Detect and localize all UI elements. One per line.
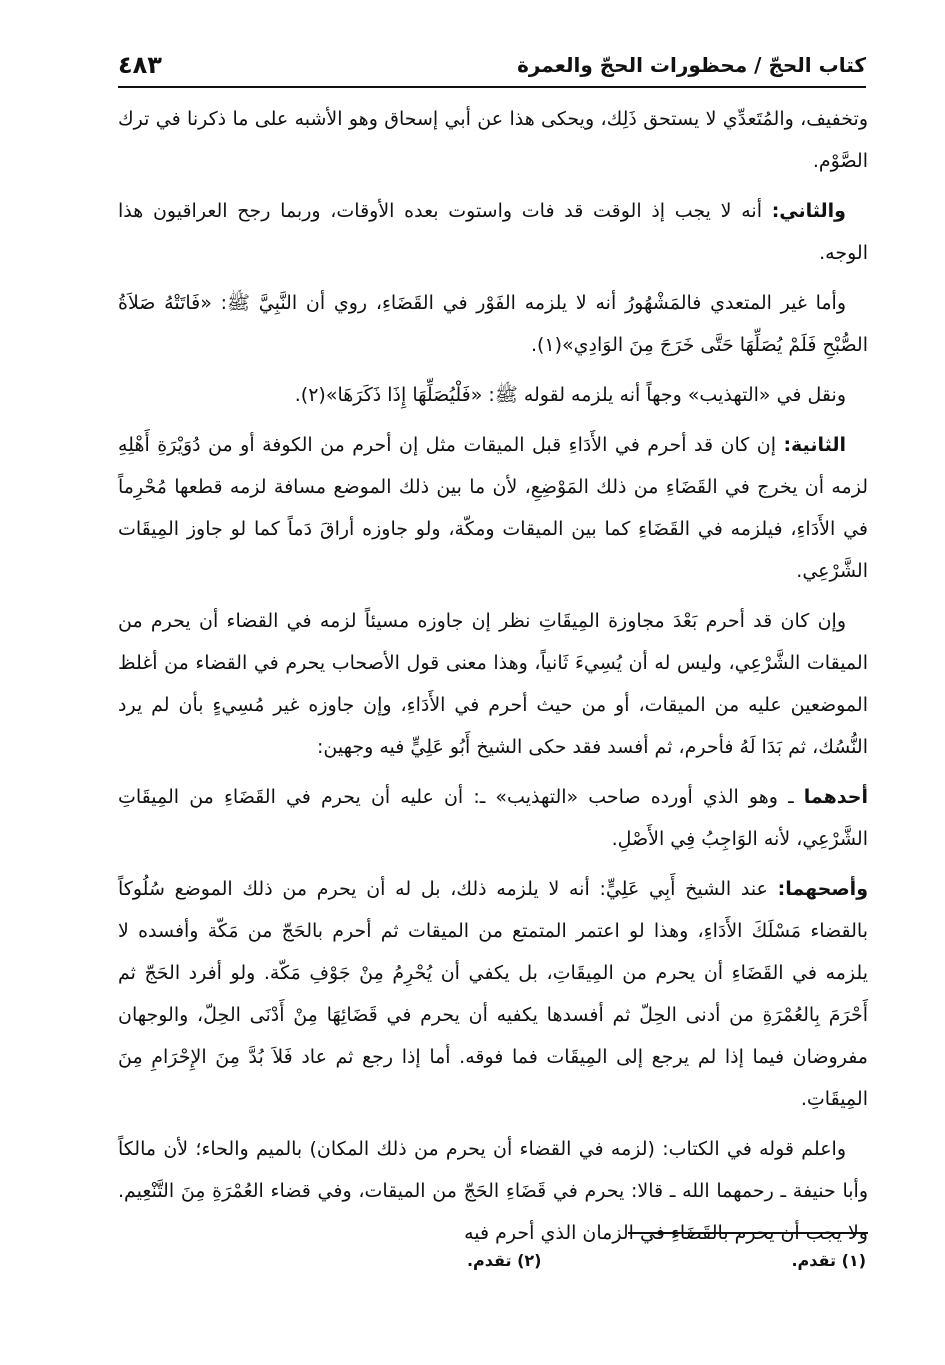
paragraph xyxy=(118,98,868,182)
page-header xyxy=(118,44,866,88)
paragraph-text: ـ وهو الذي أورده صاحب «التهذيب» ـ: أن عليه أن يحرم في القَضَاءِ من المِيقَاتِ الشَّرْعِي، لأنه الوَاجِبُ فِي الأَصْلِ. xyxy=(118,786,868,850)
main-text xyxy=(118,98,868,1244)
paragraph xyxy=(118,868,868,1120)
paragraph-text: أنه لا يجب إذ الوقت قد فات واستوت بعده الأوقات، وربما رجح العراقيون هذا الوجه. xyxy=(118,200,868,264)
footnotes xyxy=(118,1242,866,1278)
paragraph-text: إن كان قد أحرم في الأَدَاءِ قبل الميقات مثل إن أحرم من الكوفة أو من دُوَيْرَةِ أَهْلِهِ لزمه أن يخرج في القَضَاءِ من ذلك المَوْضِعِ، لأن ما بين ذلك الموضع مسافة لزمه قطعها مُحْرِماً في الأَدَاءِ، فيلزمه في القَضَاءِ كما بين الميقات ومكّة، ولو جاوزه أراقَ دَماً كما لو جاوز المِيقَات الشَّرْعِي. xyxy=(118,434,868,582)
paragraph xyxy=(118,424,868,592)
paragraph-text: ونقل في «التهذيب» وجهاً أنه يلزمه لقوله ﷺ: «فَلْيُصَلِّهَا إِذَا ذَكَرَهَا»(٢). xyxy=(294,384,846,406)
footnote-2: (٢) تقدم. xyxy=(466,1250,542,1270)
footnote-separator xyxy=(628,1232,868,1234)
paragraph xyxy=(118,374,868,416)
page-number: ٤٨٣ xyxy=(118,51,162,79)
paragraph xyxy=(118,1128,868,1254)
paragraph-lead: الثانية: xyxy=(783,434,846,456)
paragraph xyxy=(118,776,868,860)
paragraph xyxy=(118,282,868,366)
footnote-1: (١) تقدم. xyxy=(791,1250,866,1270)
paragraph-lead: والثاني: xyxy=(771,200,846,222)
paragraph xyxy=(118,190,868,274)
paragraph-text: وإن كان قد أحرم بَعْدَ مجاوزة المِيقَاتِ نظر إن جاوزه مسيئاً لزمه في القضاء أن يحرم من الميقات الشَّرْعِي، وليس له أن يُسِيءَ ثَانياً، وهذا معنى قول الأصحاب يحرم في القضاء من أغلظ الموضعين عليه من الميقات، أو من حيث أحرم في الأَدَاءِ، وإن جاوزه غير مُسِيءٍ بأن لم يرد النُّسُك، ثم بَدَا لَهُ فأحرم، ثم أفسد فقد حكى الشيخ أَبُو عَلِيٍّ فيه وجهين: xyxy=(118,610,868,758)
paragraph-lead: أحدهما xyxy=(803,786,868,808)
paragraph-lead: وأصحهما: xyxy=(777,878,868,900)
paragraph-text: عند الشيخ أَبِي عَلِيٍّ: أنه لا يلزمه ذلك، بل له أن يحرم من ذلك الموضع سُلُوكاً بالقضاء مَسْلَكَ الأَدَاءِ، وهذا لو اعتمر المتمتع من الميقات ثم أحرم بالحَجّ من مَكّة وأفسده لا يلزمه في القَضَاءِ أن يحرم من المِيقَاتِ، بل يكفي أن يُحْرِمُ مِنْ جَوْفِ مَكّة. ولو أفرد الحَجّ ثم أَحْرَمَ بِالعُمْرَةِ من أدنى الحِلّ ثم أفسدها يكفيه أن يحرم في قَضَائِهَا مِنْ أَدْنَى الحِلّ، والوجهان مفروضان فيما إذا لم يرجع إلى المِيقَات فما فوقه. أما إذا رجع ثم عاد فَلاَ بُدَّ مِنَ الإِحْرَامِ مِنَ المِيقَاتِ. xyxy=(118,878,868,1110)
running-title: كتاب الحجّ / محظورات الحجّ والعمرة xyxy=(517,53,866,77)
paragraph-text: وأما غير المتعدي فالمَشْهُورُ أنه لا يلزمه الفَوْر في القَضَاءِ، روي أن النَّبِيَّ ﷺ: «فَاتَتْهُ صَلاَةُ الصُّبْحِ فَلَمْ يُصَلِّهَا حَتَّى خَرَجَ مِنَ الوَادِي»(١). xyxy=(118,292,868,356)
paragraph xyxy=(118,600,868,768)
paragraph-text: وتخفيف، والمُتَعدِّي لا يستحق ذَلِك، ويحكى هذا عن أبي إسحاق وهو الأشبه على ما ذكرنا في ترك الصَّوْم. xyxy=(118,108,868,172)
paragraph-text: واعلم قوله في الكتاب: (لزمه في القضاء أن يحرم من ذلك المكان) بالميم والحاء؛ لأن مالكاً وأبا حنيفة ـ رحمهما الله ـ قالا: يحرم في قَضَاءِ الحَجّ من الميقات، وفي قضاء العُمْرَةِ مِنَ التَّنْعِيم. ولا يجب أن يحرم بالقَضَاءِ في الزمان الذي أحرم فيه xyxy=(118,1138,868,1244)
